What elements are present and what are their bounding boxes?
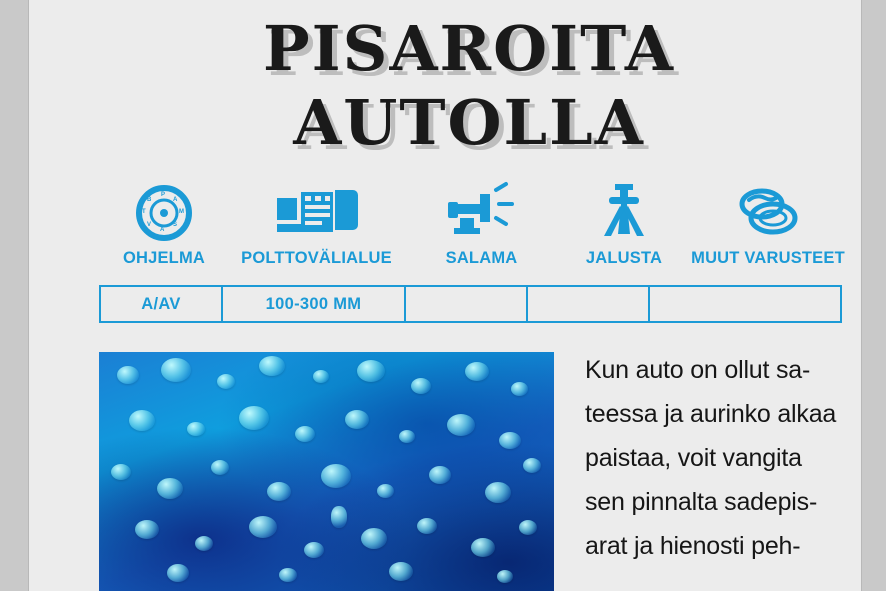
- svg-text:M: M: [179, 209, 184, 215]
- spec-label-salama: SALAMA: [445, 249, 518, 267]
- svg-text:S: S: [173, 222, 178, 228]
- body-line-4: sen pinnalta sadepis-: [585, 488, 818, 516]
- spec-label-polttovalialue: POLTTOVÄLIALUE: [241, 249, 392, 267]
- camera-lens-icon: [229, 180, 404, 242]
- spec-value-text-ohjelma: A/AV: [141, 294, 181, 313]
- spec-item-salama: [404, 180, 559, 268]
- page-title: [99, 12, 839, 159]
- spec-value-text-polttovalialue: 100-300 MM: [265, 294, 362, 313]
- spec-icon-row: [99, 180, 847, 290]
- spec-item-polttovalialue: [229, 180, 404, 268]
- svg-text:A: A: [173, 197, 178, 203]
- body-line-3: paistaa, voit vangita: [585, 444, 802, 472]
- body-line-5: arat ja hienosti peh-: [585, 532, 801, 560]
- spec-value-salama: [404, 285, 528, 323]
- article-photo: [99, 352, 554, 591]
- tripod-icon: [559, 180, 689, 242]
- camera-mode-dial-icon: [99, 180, 229, 242]
- svg-text:B: B: [147, 197, 152, 203]
- spec-item-ohjelma: [99, 180, 229, 268]
- title-line-1: PISAROITA: [263, 12, 675, 85]
- filters-icon: [689, 180, 847, 242]
- spec-value-ohjelma: [99, 285, 223, 323]
- flash-icon: [404, 180, 559, 242]
- svg-text:A: A: [160, 227, 165, 233]
- page-sheet: [28, 0, 862, 591]
- svg-text:P: P: [161, 192, 166, 198]
- spec-label-jalusta: JALUSTA: [585, 249, 663, 267]
- title-line-2: AUTOLLA: [293, 86, 645, 159]
- spec-value-row: [99, 285, 840, 323]
- spec-value-muut-varusteet: [648, 285, 842, 323]
- svg-text:V: V: [147, 222, 152, 228]
- body-line-1: Kun auto on ollut sa-: [585, 356, 811, 384]
- svg-text:T: T: [142, 209, 146, 215]
- spec-value-polttovalialue: [221, 285, 406, 323]
- article-body-text: [585, 348, 853, 568]
- spec-label-muut-varusteet: MUUT VARUSTEET: [691, 249, 845, 267]
- spec-item-jalusta: [559, 180, 689, 268]
- spec-item-muut-varusteet: [689, 180, 847, 268]
- spec-value-jalusta: [526, 285, 650, 323]
- body-line-2: teessa ja aurinko alkaa: [585, 400, 837, 428]
- spec-label-ohjelma: OHJELMA: [122, 249, 206, 267]
